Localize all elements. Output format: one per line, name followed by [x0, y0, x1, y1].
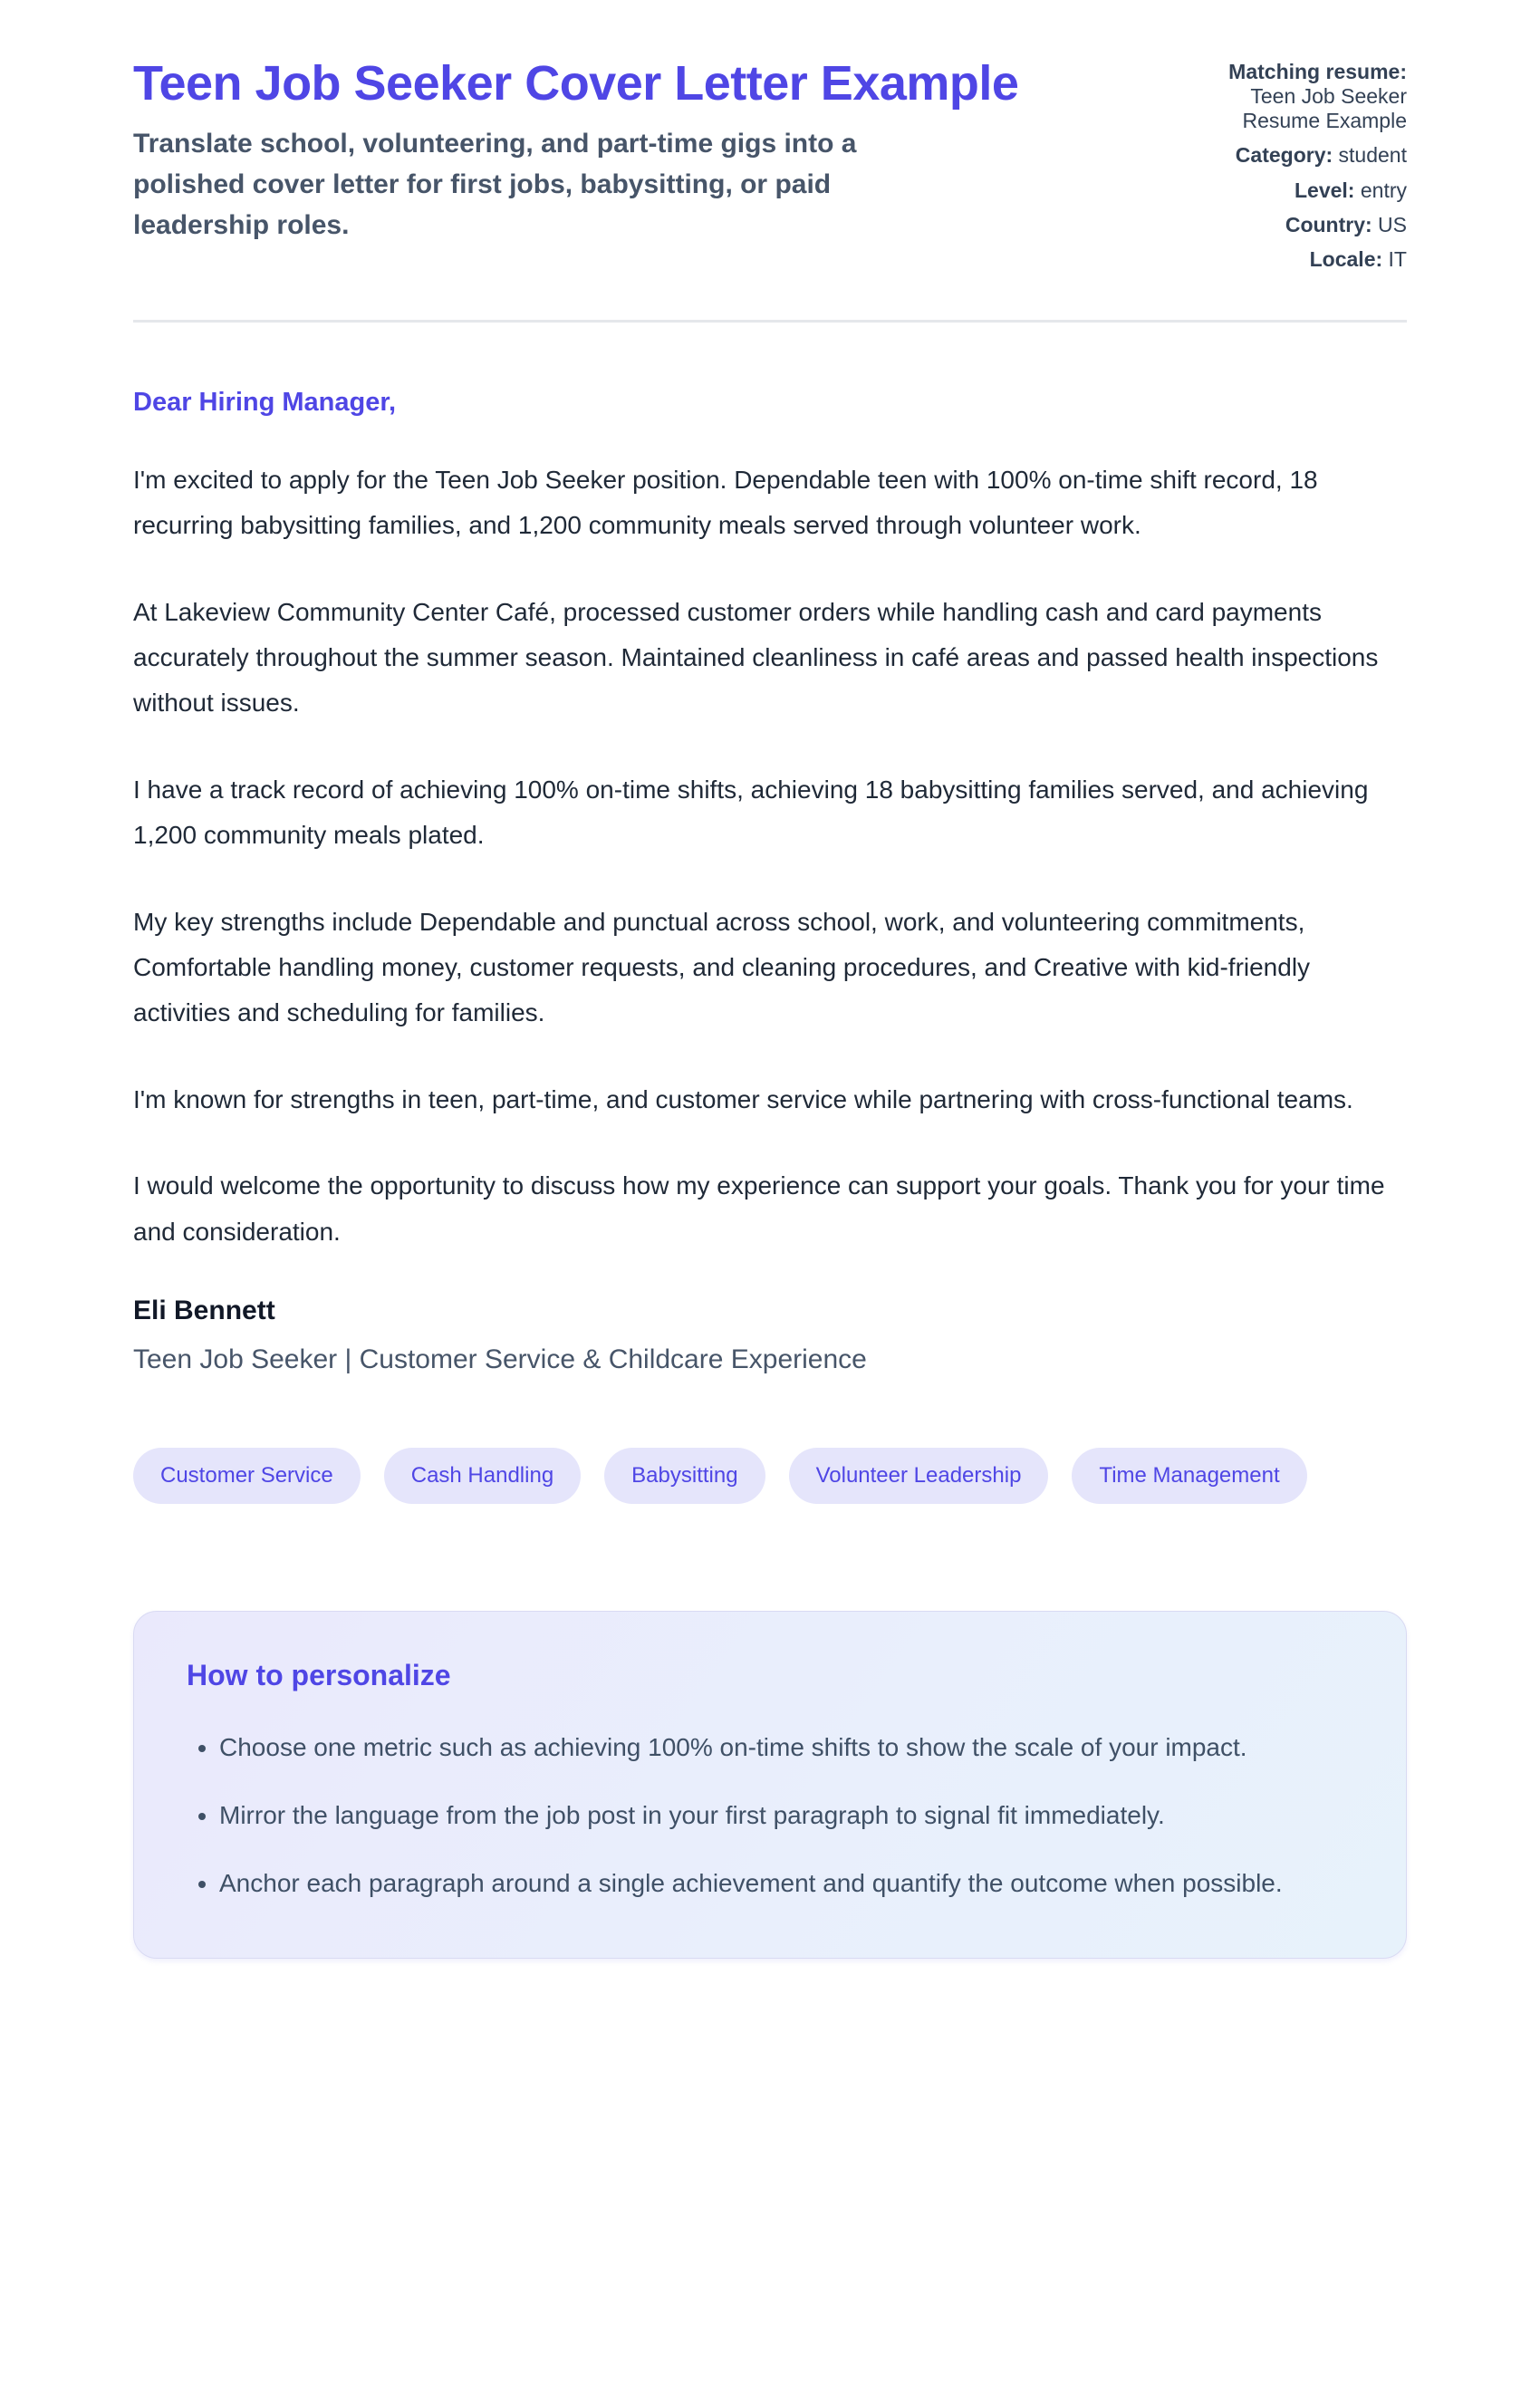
cover-letter-body — [133, 388, 1407, 1959]
tip-list-item: • Choose one metric such as achieving 100% on-time shifts to show the scale of your impact. — [219, 1725, 1324, 1769]
letter-paragraph: I would welcome the opportunity to discuss how my experience can support your goals. Thank you for your time and consideration. — [133, 1171, 1385, 1246]
skill-tag: Babysitting — [604, 1448, 765, 1504]
meta-label: Locale: — [1309, 246, 1383, 271]
meta-item-level — [1153, 178, 1407, 203]
skill-tag: Customer Service — [133, 1448, 361, 1504]
skill-tag-list — [133, 1448, 1407, 1504]
signature-block — [133, 1296, 1407, 1375]
tip-box-heading: How to personalize — [187, 1658, 451, 1691]
header-divider — [133, 320, 1407, 323]
meta-value: Teen Job Seeker Resume Example — [1242, 84, 1407, 133]
meta-label: Category: — [1235, 143, 1333, 168]
meta-item-country — [1153, 213, 1407, 237]
tip-list-item: • Mirror the language from the job post in your first paragraph to signal fit immediately. — [219, 1793, 1324, 1837]
letter-greeting: Dear Hiring Manager, — [133, 387, 397, 417]
meta-value: entry — [1360, 178, 1407, 202]
meta-item-category — [1153, 143, 1407, 168]
page-subtitle: Translate school, volunteering, and part-time gigs into a polished cover letter for first jobs, babysitting, or paid leadership roles. — [133, 128, 857, 240]
meta-label: Matching resume: — [1228, 60, 1407, 83]
how-to-personalize-box — [133, 1611, 1407, 1959]
header-title-block — [133, 54, 1018, 246]
page-header — [133, 54, 1407, 282]
letter-paragraph: I'm known for strengths in teen, part-time, and customer service while partnering with cross-functional teams. — [133, 1084, 1353, 1113]
meta-item-locale — [1153, 247, 1407, 272]
skill-tag: Volunteer Leadership — [789, 1448, 1049, 1504]
resume-meta-panel — [1153, 54, 1407, 282]
tip-list-item: • Anchor each paragraph around a single achievement and quantify the outcome when possible. — [219, 1861, 1324, 1905]
meta-label: Country: — [1285, 212, 1372, 236]
skill-tag: Time Management — [1072, 1448, 1306, 1504]
meta-value: US — [1378, 212, 1407, 236]
meta-value: student — [1338, 143, 1407, 168]
page-title: Teen Job Seeker Cover Letter Example — [133, 56, 1019, 111]
letter-paragraph: I have a track record of achieving 100% on-time shifts, achieving 18 babysitting families served, and achieving 1,200 community meals plated. — [133, 775, 1369, 850]
meta-item-matching-resume — [1153, 60, 1407, 133]
letter-paragraph: My key strengths include Dependable and punctual across school, work, and volunteering commitments, Comfortable handling money, customer requests, and cleaning procedures, and Creative with kid-friendly activities and scheduling for families. — [133, 907, 1311, 1027]
letter-paragraph: I'm excited to apply for the Teen Job Seeker position. Dependable teen with 100% on-time shift record, 18 recurring babysitting families, and 1,200 community meals served through volunteer work. — [133, 465, 1318, 540]
signature-role: Teen Job Seeker | Customer Service & Childcare Experience — [133, 1344, 867, 1374]
skill-tag: Cash Handling — [384, 1448, 581, 1504]
meta-label: Level: — [1294, 178, 1355, 202]
cover-letter-page — [133, 0, 1407, 2046]
signature-name: Eli Bennett — [133, 1295, 275, 1325]
meta-value: IT — [1388, 246, 1407, 271]
letter-paragraph: At Lakeview Community Center Café, processed customer orders while handling cash and card payments accurately throughout the summer season. Maintained cleanliness in café areas and passed health inspections without issues. — [133, 597, 1379, 718]
tip-list — [187, 1725, 1353, 1905]
